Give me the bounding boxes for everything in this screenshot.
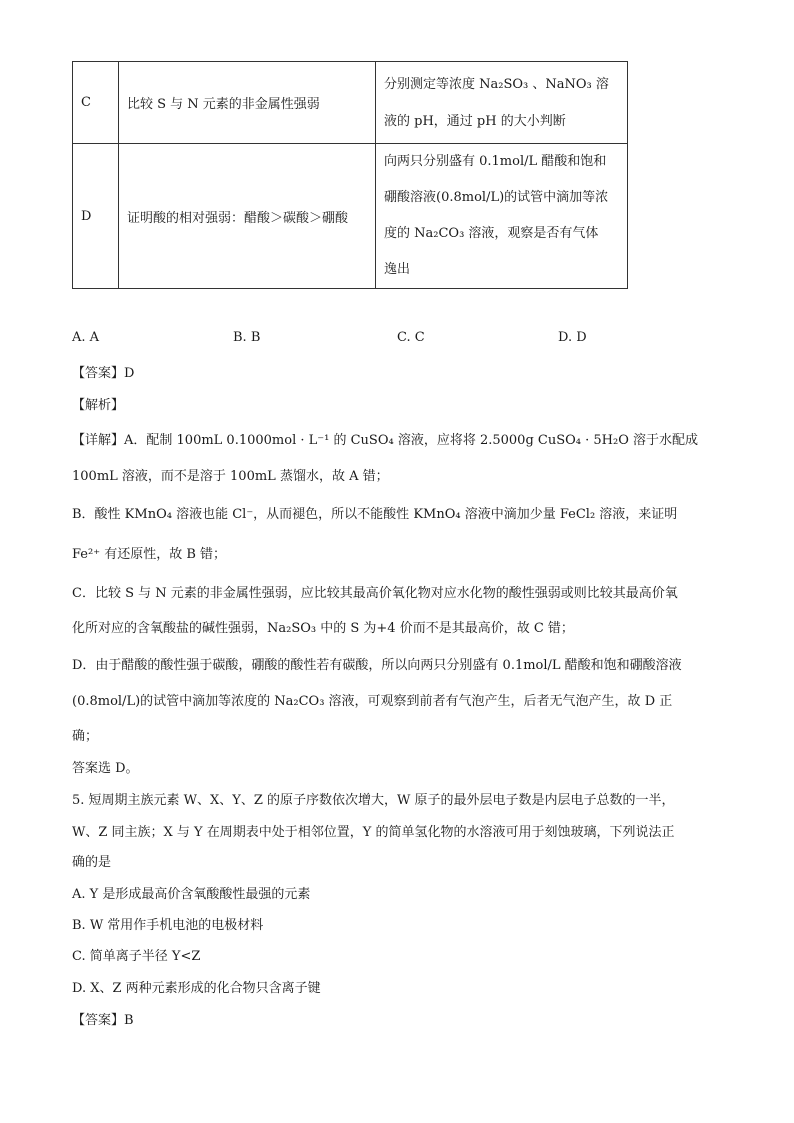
analysis-line: (0.8mol/L)的试管中滴加等浓度的 Na₂CO₃ 溶液，可观察到前者有气泡产生，后者无气泡产生，故 D 正 (72, 694, 673, 709)
choice-a: A. A (72, 330, 100, 345)
row-goal: 比较 S 与 N 元素的非金属性强弱 (119, 62, 376, 144)
choice-b: B. B (233, 330, 261, 345)
analysis-line: 答案选 D。 (72, 761, 139, 776)
options-table (72, 61, 628, 289)
choice-c: C. C (397, 330, 425, 345)
analysis-line: Fe²⁺ 有还原性，故 B 错； (72, 547, 227, 562)
row-method (376, 144, 628, 289)
analysis-label: 【解析】 (72, 398, 125, 413)
method-line: 硼酸溶液(0.8mol/L)的试管中滴加等浓 (384, 190, 609, 205)
method-line: 分别测定等浓度 Na₂SO₃ 、NaNO₃ 溶 (384, 76, 609, 92)
answer-label: 【答案】D (72, 366, 135, 381)
method-line: 液的 pH，通过 pH 的大小判断 (384, 113, 566, 129)
table-row (73, 144, 628, 289)
analysis-line: 【详解】A．配制 100mL 0.1000mol · L⁻¹ 的 CuSO₄ 溶液，应将将 2.5000g CuSO₄ · 5H₂O 溶于水配成 (72, 433, 698, 448)
analysis-line: 确； (72, 729, 99, 744)
method-line: 向两只分别盛有 0.1mol/L 醋酸和饱和 (384, 154, 607, 169)
method-line: 逸出 (384, 262, 411, 277)
question5-stem: 确的是 (72, 855, 112, 870)
analysis-line: 100mL 溶液，而不是溶于 100mL 蒸馏水，故 A 错； (72, 469, 389, 484)
question5-option-a: A. Y 是形成最高价含氧酸酸性最强的元素 (72, 887, 311, 902)
method-line: 度的 Na₂CO₃ 溶液，观察是否有气体 (384, 226, 599, 241)
question5-stem: 5. 短周期主族元素 W、X、Y、Z 的原子序数依次增大，W 原子的最外层电子数是内层电子总数的一半， (72, 793, 675, 808)
question5-option-d: D. X、Z 两种元素形成的化合物只含离子键 (72, 981, 321, 996)
row-goal: 证明酸的相对强弱：醋酸＞碳酸＞硼酸 (119, 144, 376, 289)
question5-option-c: C. 简单离子半径 Y<Z (72, 949, 201, 964)
choice-d: D. D (558, 330, 587, 345)
analysis-line: C．比较 S 与 N 元素的非金属性强弱，应比较其最高价氧化物对应水化物的酸性强弱或则比较其最高价氧 (72, 586, 678, 601)
question5-option-b: B. W 常用作手机电池的电极材料 (72, 918, 264, 933)
row-letter: D (73, 144, 119, 289)
question5-answer: 【答案】B (72, 1013, 134, 1028)
row-method (376, 62, 628, 144)
analysis-line: D．由于醋酸的酸性强于碳酸，硼酸的酸性若有碳酸，所以向两只分别盛有 0.1mol/L 醋酸和饱和硼酸溶液 (72, 658, 682, 673)
analysis-line: 化所对应的含氧酸盐的碱性强弱，Na₂SO₃ 中的 S 为+4 价而不是其最高价，故 C 错； (72, 621, 574, 636)
row-letter: C (73, 62, 119, 144)
question5-stem: W、Z 同主族；X 与 Y 在周期表中处于相邻位置，Y 的简单氢化物的水溶液可用于刻蚀玻璃，下列说法正 (72, 825, 675, 840)
table-row (73, 62, 628, 144)
analysis-line: B．酸性 KMnO₄ 溶液也能 Cl⁻，从而褪色，所以不能酸性 KMnO₄ 溶液中滴加少量 FeCl₂ 溶液，来证明 (72, 507, 678, 522)
